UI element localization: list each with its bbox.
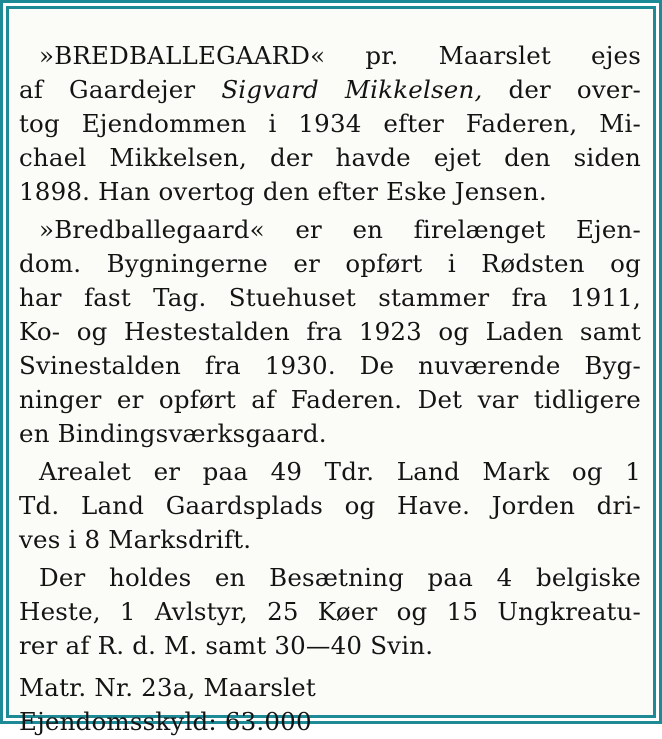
- text-line: har fast Tag. Stuehuset stammer fra 1911,: [19, 283, 641, 312]
- text-line: Ko- og Hestestalden fra 1923 og Laden samt: [19, 317, 641, 346]
- text-line: 1898. Han overtog den efter Eske Jensen.: [19, 177, 547, 206]
- paragraph-buildings: [19, 213, 641, 451]
- text-line: ves i 8 Marksdrift.: [19, 525, 252, 554]
- property-footer: [19, 671, 641, 739]
- text-line: ninger er opført af Faderen. Det var tidligere: [19, 385, 641, 414]
- text-line: tog Ejendommen i 1934 efter Faderen, Mi-: [19, 109, 641, 138]
- owner-name: Sigvard Mikkelsen,: [221, 75, 483, 104]
- text-line: en Bindingsværksgaard.: [19, 419, 327, 448]
- text-line: Svinestalden fra 1930. De nuværende Byg-: [19, 351, 641, 380]
- matrikel-number: Matr. Nr. 23a, Maarslet: [19, 673, 316, 702]
- text-line: Heste, 1 Avlstyr, 25 Køer og 15 Ungkreatu-: [19, 597, 641, 626]
- text-line-owner: [19, 73, 641, 107]
- text-line: dom. Bygningerne er opført i Rødsten og: [19, 249, 641, 278]
- text-line: chael Mikkelsen, der havde ejet den siden: [19, 143, 641, 172]
- document-text: [19, 39, 641, 739]
- paragraph-area: [19, 455, 641, 557]
- text-line: Der holdes en Besætning paa 4 belgiske: [39, 563, 641, 592]
- text-segment: af Gaardejer: [19, 75, 196, 104]
- text-line: rer af R. d. M. samt 30—40 Svin.: [19, 631, 434, 660]
- paragraph-livestock: [19, 561, 641, 663]
- text-line: »BREDBALLEGAARD« pr. Maarslet ejes: [39, 41, 641, 70]
- document-page: [6, 6, 656, 736]
- text-segment: der over-: [508, 75, 641, 104]
- property-valuation: Ejendomsskyld: 63.000: [19, 707, 312, 736]
- text-line: »Bredballegaard« er en firelænget Ejen-: [39, 215, 641, 244]
- text-line: Arealet er paa 49 Tdr. Land Mark og 1: [39, 457, 641, 486]
- text-line: Td. Land Gaardsplads og Have. Jorden dri-: [19, 491, 641, 520]
- paragraph-ownership: [19, 39, 641, 209]
